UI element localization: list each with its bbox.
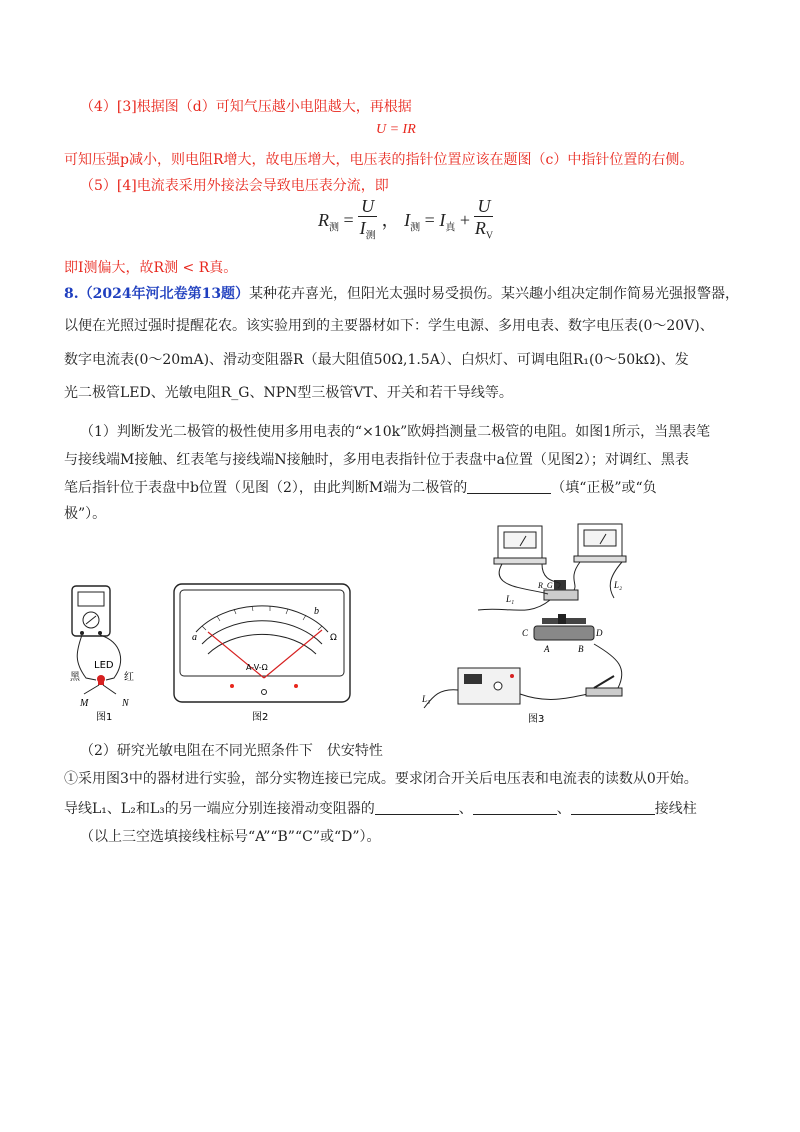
- fig3-c-label: C: [522, 628, 529, 638]
- fraction-u-over-rv: $\frac{U}{R_V}$: [474, 196, 494, 242]
- fig2-b-label: b: [314, 606, 319, 617]
- figure1-multimeter-led: [66, 582, 150, 722]
- fraction-u-over-i: $\frac{U}{I_测}$: [359, 196, 376, 242]
- answer-blank-l3[interactable]: [571, 800, 655, 815]
- part1-line4: 极”）。: [64, 506, 107, 522]
- fig2-caption: 图2: [252, 712, 269, 722]
- fig3-b-label: B: [578, 644, 584, 654]
- question-intro-line3: 数字电流表(0～20mA)、滑动变阻器R（最大阻值50Ω,1.5A）、白炽灯、可调电阻R₁(0～50kΩ)、发: [64, 352, 689, 368]
- fig3-l3-label: L₃: [422, 694, 431, 704]
- fig3-caption: 图3: [528, 714, 545, 724]
- fig2-omega-label: Ω: [330, 633, 337, 643]
- part2-line2: ①采用图3中的器材进行实验，部分实物连接已完成。要求闭合开关后电压表和电流表的读数从0开始。: [64, 771, 698, 787]
- question-number: 8.（2024年河北卷第13题）: [64, 286, 250, 302]
- fig3-l1-label: L₁: [506, 594, 515, 604]
- part1-line3: 笔后指针位于表盘中b位置（见图（2），由此判断M端为二极管的 （填“正极”或“负: [64, 480, 657, 496]
- question-intro-line4: 光二极管LED、光敏电阻R_G、NPN型三极管VT、开关和若干导线等。: [64, 385, 513, 401]
- part1-line1: （1）判断发光二极管的极性使用多用电表的“×10k”欧姆挡测量二极管的电阻。如图1所示，当黑表笔: [80, 424, 711, 440]
- part2-line4: （以上三空选填接线柱标号“A”“B”“C”或“D”）。: [80, 829, 381, 845]
- part2-line3: 导线L₁、L₂和L₃的另一端应分别连接滑动变阻器的 、 、 接线柱: [64, 801, 697, 817]
- solution-step4-formula: U = IR: [376, 122, 416, 137]
- fig1-n-label: N: [122, 698, 129, 709]
- solution-step4-line1: （4）[3]根据图（d）可知气压越小电阻越大，再根据: [80, 99, 412, 115]
- fig2-unit-label: A-V-Ω: [246, 663, 268, 672]
- fig1-red-label: 红: [124, 672, 134, 683]
- fig1-led-label: LED: [94, 660, 114, 671]
- fig3-d-label: D: [596, 628, 603, 638]
- question-intro-line1: 8.（2024年河北卷第13题）某种花卉喜光，但阳光太强时易受损伤。某兴趣小组决定制作简易光强报警器，: [64, 286, 740, 302]
- answer-blank-l2[interactable]: [473, 800, 557, 815]
- part2-line1: （2）研究光敏电阻在不同光照条件下 伏安特性: [80, 743, 383, 759]
- fig3-l2-label: L₂: [614, 580, 623, 590]
- fig1-caption: 图1: [96, 712, 113, 722]
- figure3-circuit-apparatus: [418, 518, 658, 724]
- answer-blank-l1[interactable]: [375, 800, 459, 815]
- solution-step5-line1: （5）[4]电流表采用外接法会导致电压表分流，即: [80, 178, 389, 194]
- solution-equation: $R_测$ = $\frac{U}{I_测}$ ， $I_测 = I_真$ + $\frac{U}{R_V}$: [318, 196, 493, 248]
- fig1-black-label: 黑: [70, 672, 80, 683]
- fig3-rg-label: R_G: [538, 581, 553, 590]
- fig2-a-label: a: [192, 632, 197, 643]
- part1-line2: 与接线端M接触、红表笔与接线端N接触时，多用电表指针位于表盘中a位置（见图2）；对调红、黑表: [64, 452, 689, 468]
- figure2-meter-dial: [172, 582, 352, 722]
- fig3-a-label: A: [544, 644, 550, 654]
- fig1-m-label: M: [80, 698, 89, 709]
- solution-step4-line2: 可知压强p减小，则电阻R增大，故电压增大，电压表的指针位置应该在题图（c）中指针位置的右侧。: [64, 152, 694, 168]
- answer-blank-polarity[interactable]: [467, 479, 551, 494]
- question-intro-line2: 以便在光照过强时提醒花农。该实验用到的主要器材如下：学生电源、多用电表、数字电压表(0～20V)、: [64, 318, 714, 334]
- solution-step5-conclusion: 即I测偏大，故R测 < R真。: [64, 260, 238, 276]
